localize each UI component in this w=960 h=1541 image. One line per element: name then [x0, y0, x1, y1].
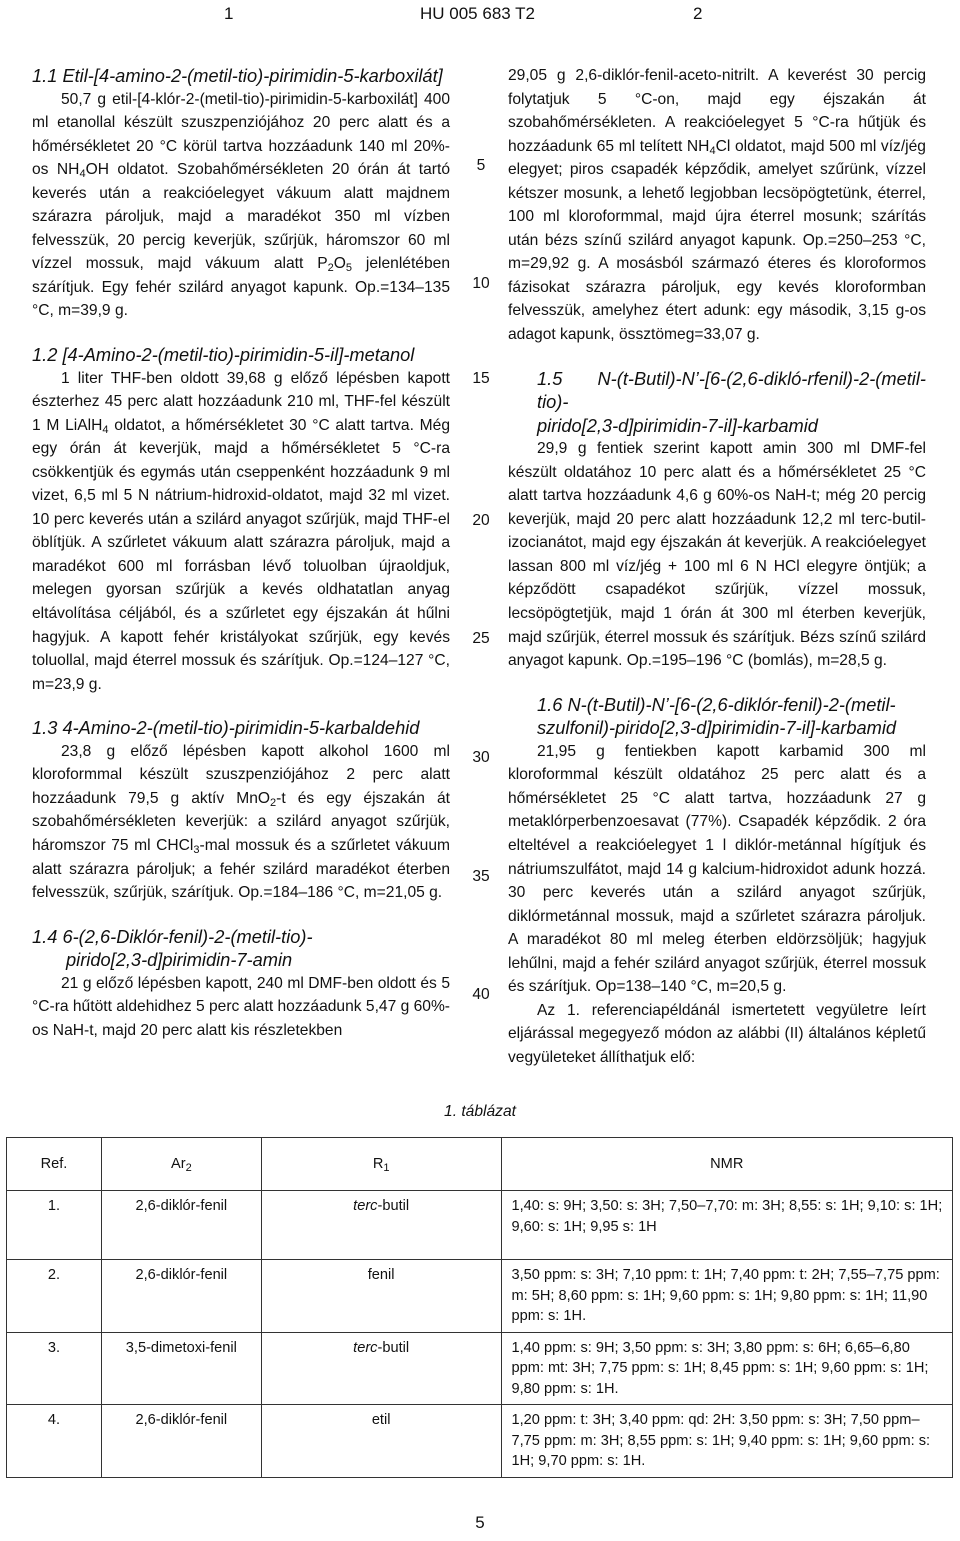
cell-ar: 2,6-diklór-fenil	[101, 1260, 261, 1333]
section-1-4-text: 21 g előző lépésben kapott, 240 ml DMF-ben oldott és 5 °C-ra hűtött aldehidhez 5 perc alatt hozzáadunk 5,47 g 60%-os NaH-t, majd 20 perc alatt kis részletekben	[32, 974, 451, 1039]
line-number: 20	[472, 512, 490, 529]
header-ref: Ref.	[7, 1138, 102, 1191]
cell-ar: 2,6-diklór-fenil	[101, 1191, 261, 1260]
header-left-number: 1	[224, 4, 234, 23]
cell-nmr: 3,50 ppm: s: 3H; 7,10 ppm: t: 1H; 7,40 ppm: t: 2H; 7,55–7,75 ppm: m: 5H; 8,60 ppm: s: 1H; 9,60 ppm: s: 1H; 9,80 ppm: s: 1H; 11,90 ppm: s: 1H.	[501, 1260, 952, 1333]
cell-nmr: 1,40: s: 9H; 3,50: s: 3H; 7,50–7,70: m: 3H; 8,55: s: 1H; 9,10: s: 1H; 9,60: s: 1H; 9,95 s: 1H	[501, 1191, 952, 1260]
nmr-table	[6, 1137, 953, 1478]
section-1-5-text: 29,9 g fentiek szerint kapott amin 300 ml DMF-fel készült oldatához 10 perc alatt és a hőmérsékletet 25 °C alatt tartva hozzáadunk 4,6 g 60%-os NaH-t; még 20 percig keverjük, majd 20 perc alatt hozzáadunk 12,2 ml terc-butil-izocianátot, majd egy éjszakán át keverjük. A reakcióelegyet lassan 800 ml víz/jég + 100 ml 6 N HCl elegyre öntjük; a képződött csapadékot szűrjük, vízzel mossuk, lecsöpögtetjük, majd 1 órán át 300 ml éterben keverjük, majd szűrjük, éterrel mossuk és szárítjuk. Bézs színű szilárd anyagot kapunk. Op.=195–196 °C (bomlás), m=28,5 g.	[508, 440, 926, 670]
table-row	[7, 1332, 953, 1405]
cell-ar: 3,5-dimetoxi-fenil	[101, 1332, 261, 1405]
section-1-3-title: 1.3 4-Amino-2-(metil-tio)-pirimidin-5-karbaldehid	[32, 717, 420, 739]
header-ar: $Ar_2$	[101, 1138, 261, 1191]
header-patent-number: HU 005 683 T2	[420, 4, 535, 23]
cell-ref: 4.	[7, 1405, 102, 1478]
table-row	[7, 1260, 953, 1333]
left-column	[32, 64, 450, 1042]
section-1-1-title: 1.1 Etil-[4-amino-2-(metil-tio)-pirimidin-5-karboxilát]	[32, 65, 443, 86]
line-number: 30	[472, 749, 490, 766]
section-1-5-title: 1.5 N-(t-Butil)-N’-[6-(2,6-dikló-rfenil)-2-(metil-tio)- pirido[2,3-d]pirimidin-7-il]-karbamid	[537, 367, 926, 436]
cell-r: terc-butil	[261, 1191, 501, 1260]
cell-r: terc-butil	[261, 1332, 501, 1405]
right-column	[508, 64, 926, 1069]
page-number: 5	[475, 1513, 485, 1532]
section-1-6-title: 1.6 N-(t-Butil)-N’-[6-(2,6-diklór-fenil)-2-(metil- szulfonil)-pirido[2,3-d]pirimidin-7-il]-karbamid	[537, 693, 897, 739]
cell-nmr: 1,20 ppm: t: 3H; 3,40 ppm: qd: 2H: 3,50 ppm: s: 3H; 7,50 ppm–7,75 ppm: m: 3H; 8,55 ppm: s: 1H; 9,40 ppm: s: 1H; 9,60 ppm: s: 1H; 9,70 ppm: s: 1H.	[501, 1405, 952, 1478]
section-1-6-text: 21,95 g fentiekben kapott karbamid 300 ml kloroformmal készült oldatához 25 perc alatt és a hőmérsékletet 25 °C alatt tartva, hozzáadunk 27 g metaklórperbenzoesavat (77%). Csapadék képződik. 2 óra elteltével a reakcióelegyet 1 l diklór-metánnal hígítjuk és nátriumszulfátot, majd 14 g kalcium-hidroxidot adunk hozzá. 30 perc keverés után a szilárd anyagot szűrjük, diklórmetánnal mossuk, majd a szűrletet szárazra pároljuk. A maradékot 80 ml meleg éterben eldörzsöljük; hagyjuk lehűlni, majd a fehér szilárd anyagot szűrjük, éterrel mossuk és szárítjuk. Op=138–140 °C, m=20,5 g.	[508, 742, 926, 996]
line-number: 5	[476, 157, 486, 174]
cell-r: fenil	[261, 1260, 501, 1333]
section-1-2-title: 1.2 [4-Amino-2-(metil-tio)-pirimidin-5-il]-metanol	[32, 344, 415, 366]
table-caption: 1. táblázat	[444, 1103, 516, 1120]
header-right-number: 2	[693, 4, 703, 23]
section-1-1-text: 50,7 g etil-[4-klór-2-(metil-tio)-pirimidin-5-karboxilát] 400 ml etanollal készült szuszpenziójához 20 perc alatt és a hőmérsékletet 20 °C körül tartva hozzáadunk 140 ml 20%-os $NH_4OH$ oldatot. Szobahőmérsékleten 20 órán át tartó keverés után a reakcióelegyet vákuum alatt majdnem szárazra pároljuk, majd a maradékot 350 ml vízben felvesszük, 20 percig keverjük, szűrjük, háromszor 60 ml vízzel mossuk, majd vákuum alatt $P_2O_5$ jelenlétében szárítjuk. Egy fehér szilárd anyagot kapunk. Op.=134–135 °C, m=39,9 g.	[32, 90, 451, 320]
line-number: 10	[472, 275, 490, 292]
line-number: 35	[472, 868, 490, 885]
line-number: 25	[472, 630, 490, 647]
cell-ref: 2.	[7, 1260, 102, 1333]
line-number: 15	[472, 370, 490, 387]
cell-ar: 2,6-diklór-fenil	[101, 1405, 261, 1478]
header-nmr: NMR	[501, 1138, 952, 1191]
cell-ref: 3.	[7, 1332, 102, 1405]
table-header-row	[7, 1138, 953, 1191]
cell-r: etil	[261, 1405, 501, 1478]
section-1-2-text: 1 liter THF-ben oldott 39,68 g előző lépésben kapott észterhez 45 perc alatt hozzáadunk 210 ml, THF-fel készült 1 M LiAlH$_4$ oldatot, a hőmérsékletet 30 °C alatt tartva. Még egy órán át keverjük, majd a hőmérsékletet 5 °C-ra csökkentjük és egymás után cseppenként hozzáadunk 9 ml vizet, 6,5 ml 5 N nátrium-hidroxid-oldatot, majd 32 ml vizet. 10 perc keverés után a szilárd anyagot szűrjük, majd THF-el öblítjük. A szűrletet vákuum alatt szárazra pároljuk, majd a maradékot 600 ml forrásban lévő toluolban újraoldjuk, melegen gyorsan szűrjük a kevés oldhatatlan anyag eltávolítása céljából, és a szűrletet egy éjszakán át hűlni hagyjuk. A kapott fehér kristályokat szűrjük, egy kevés toluollal, majd éterrel mossuk és szárítjuk. Op.=124–127 °C, m=23,9 g.	[32, 369, 450, 693]
continuation-paragraph: 29,05 g 2,6-diklór-fenil-aceto-nitrilt. A keverést 30 percig folytatjuk 5 °C-on, majd egy éjszakán át szobahőmérsékleten. A reakcióelegyet 5 °C-ra hűtjük és hozzáadunk 65 ml telített $NH_4Cl$ oldatot, majd 500 ml víz/jég elegyet; piros csapadék képződik, amelyet szűrünk, vízzel kétszer mosunk, a lehető legjobban lecsöpögtetünk, éterrel, 100 ml kloroformmal, majd újra éterrel mosunk; szárítás után bézs színű szilárd anyagot kapunk. Op.=250–253 °C, m=29,92 g. A mosásból származó éteres és kloroformos fázisokat szárazra pároljuk, egy kevés kloroformban felvesszük, amelyhez étert adunk: egy második, 3,15 g-os adagot kapunk, össztömeg=33,07 g.	[508, 67, 926, 344]
line-number: 40	[472, 986, 490, 1003]
cell-nmr: 1,40 ppm: s: 9H; 3,50 ppm: s: 3H; 3,80 ppm: s: 6H; 6,65–6,80 ppm: mt: 3H; 7,75 ppm: s: 1H; 8,45 ppm: s: 1H; 9,60 ppm: s: 1H; 9,80 ppm: s: 1H.	[501, 1332, 952, 1405]
section-1-3-text: 23,8 g előző lépésben kapott alkohol 1600 ml kloroformmal készült szuszpenziójához 2 perc alatt hozzáadunk 79,5 g aktív MnO$_2$-t és egy éjszakán át szobahőmérsékleten keverjük: a szilárd anyagot szűrjük, háromszor 75 ml CHCl$_3$-mal mossuk és a szűrletet vákuum alatt szárazra pároljuk; a fehér szilárd maradékot éterben felvesszük, szűrjük, szárítjuk. Op.=184–186 °C, m=21,05 g.	[32, 742, 450, 902]
table-row	[7, 1191, 953, 1260]
cell-ref: 1.	[7, 1191, 102, 1260]
section-1-4-title: 1.4 6-(2,6-Diklór-fenil)-2-(metil-tio)- pirido[2,3-d]pirimidin-7-amin	[32, 925, 313, 971]
closing-paragraph: Az 1. referenciapéldánál ismertetett vegyületre leírt eljárással megegyező módon az alábbi (II) általános képletű vegyületeket állíthatjuk elő:	[508, 1001, 926, 1066]
header-r: $R_1$	[261, 1138, 501, 1191]
table-row	[7, 1405, 953, 1478]
